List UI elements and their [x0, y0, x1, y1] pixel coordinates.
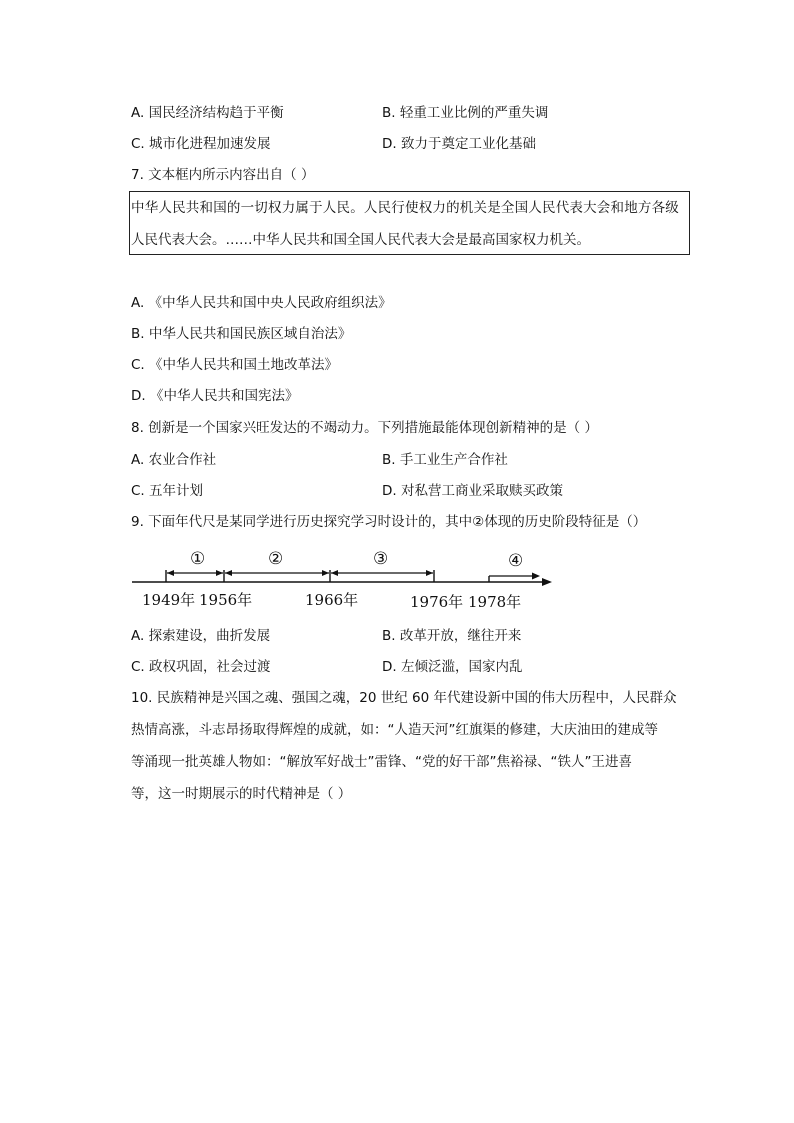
timeline-axis-arrowhead	[542, 578, 552, 586]
year-label-1966: 1966年	[305, 591, 359, 609]
segment-2-arrow	[225, 570, 329, 576]
q6-option-d: D. 致力于奠定工业化基础	[382, 136, 536, 152]
q9-option-b: B. 改革开放，继往开来	[382, 628, 522, 644]
q7-quote-line-1: 中华人民共和国的一切权力属于人民。人民行使权力的机关是全国人民代表大会和地方各级	[131, 200, 679, 216]
year-label-1976: 1976年	[410, 593, 464, 611]
q8-option-c: C. 五年计划	[131, 483, 204, 499]
q10-line-2: 热情高涨，斗志昂扬取得辉煌的成就，如：“人造天河”红旗渠的修建，大庆油田的建成等	[131, 722, 658, 738]
year-label-1978: 1978年	[468, 593, 522, 611]
q7-quote-line-2: 人民代表大会。……中华人民共和国全国人民代表大会是最高国家权力机关。	[131, 232, 590, 248]
segment-label-4: ④	[508, 551, 524, 571]
q7-stem: 7. 文本框内所示内容出自（ ）	[131, 167, 315, 183]
q8-option-d: D. 对私营工商业采取赎买政策	[382, 483, 563, 499]
segment-3-arrow	[331, 570, 433, 576]
q6-option-a: A. 国民经济结构趋于平衡	[131, 105, 284, 121]
q9-stem: 9. 下面年代尺是某同学进行历史探究学习时设计的，其中②体现的历史阶段特征是（）	[131, 514, 647, 530]
q7-option-b: B. 中华人民共和国民族区域自治法》	[131, 326, 352, 342]
segment-label-2: ②	[268, 549, 284, 569]
segment-1-arrow	[167, 570, 223, 576]
q9-option-c: C. 政权巩固，社会过渡	[131, 659, 271, 675]
q8-stem: 8. 创新是一个国家兴旺发达的不竭动力。下列措施最能体现创新精神的是（ ）	[131, 420, 598, 436]
q6-option-b: B. 轻重工业比例的严重失调	[382, 105, 549, 121]
q9-option-a: A. 探索建设，曲折发展	[131, 628, 271, 644]
q7-option-d: D. 《中华人民共和国宪法》	[131, 388, 299, 404]
segment-4-arrow	[489, 573, 540, 580]
q10-line-1: 10. 民族精神是兴国之魂、强国之魂，20 世纪 60 年代建设新中国的伟大历程中，人民群众	[131, 690, 677, 706]
segment-label-1: ①	[190, 549, 206, 569]
q7-option-c: C. 《中华人民共和国土地改革法》	[131, 357, 339, 373]
year-label-1956: 1956年	[199, 591, 253, 609]
q9-option-d: D. 左倾泛滥，国家内乱	[382, 659, 523, 675]
q7-option-a: A. 《中华人民共和国中央人民政府组织法》	[131, 295, 392, 311]
year-label-1949: 1949年	[142, 591, 196, 609]
q10-line-4: 等，这一时期展示的时代精神是（ ）	[131, 786, 352, 802]
q10-line-3: 等涌现一批英雄人物如：“解放军好战士”雷锋、“党的好干部”焦裕禄、“铁人”王进喜	[131, 754, 632, 770]
q8-option-a: A. 农业合作社	[131, 452, 217, 468]
q8-option-b: B. 手工业生产合作社	[382, 452, 508, 468]
segment-label-3: ③	[373, 549, 389, 569]
q6-option-c: C. 城市化进程加速发展	[131, 136, 271, 152]
